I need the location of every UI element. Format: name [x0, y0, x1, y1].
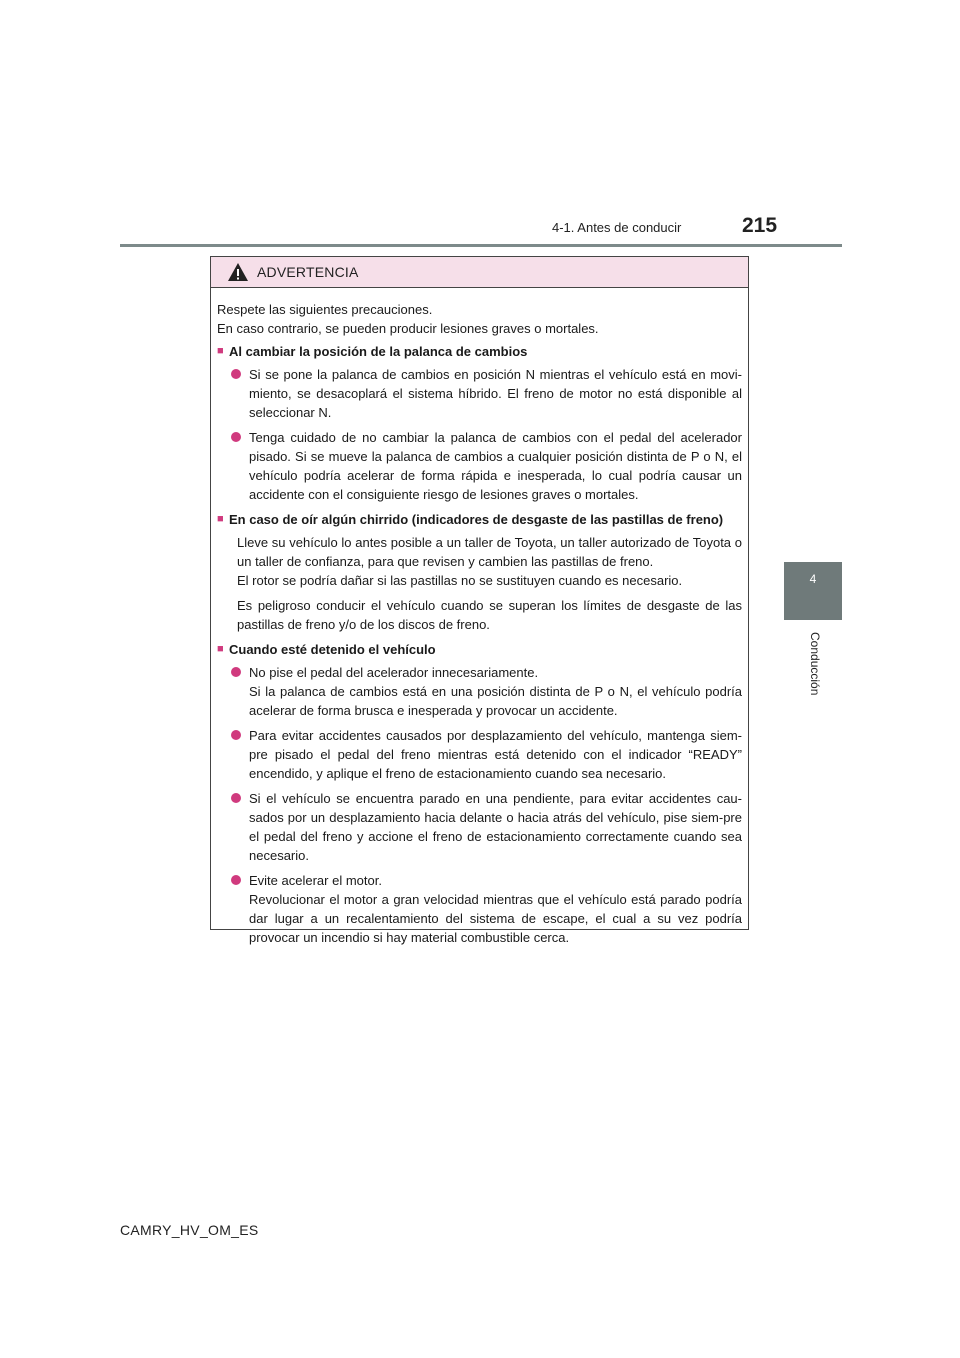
list-item: Evite acelerar el motor. Revolucionar el motor a gran velocidad mientras que el vehículo está parado podría dar lugar a un recalentamiento del sistema de escape, el cual a su vez podría provocar un incendio si hay material combustible cerca.	[217, 871, 742, 947]
paragraph: Es peligroso conducir el vehículo cuando se superan los límites de desgaste de las pastillas de freno y/o de los discos de freno.	[237, 598, 742, 632]
chapter-label: Conducción	[808, 632, 822, 696]
page-number: 215	[742, 214, 778, 237]
circle-bullet-icon	[231, 871, 249, 947]
list-item: No pise el pedal del acelerador innecesariamente. Si la palanca de cambios está en una posición distinta de P o N, el vehículo podría acelerar de forma brusca e inesperada y provocar un accidente.	[217, 663, 742, 720]
square-bullet-icon: ■	[217, 643, 224, 655]
section-heading: ■ Al cambiar la posición de la palanca de cambios	[217, 344, 528, 359]
chapter-number: 4	[809, 572, 817, 586]
circle-bullet-icon	[231, 428, 249, 504]
warning-triangle-icon	[227, 262, 249, 282]
warning-box	[210, 256, 749, 945]
list-item: Si el vehículo se encuentra parado en una pendiente, para evitar accidentes cau-sados por un desplazamiento hacia delante o hacia atrás del vehículo, pise siem-pre el pedal del freno y accione el freno de estacionamiento correctamente cuando sea necesario.	[217, 789, 742, 865]
warning-body	[211, 288, 748, 947]
list-item: Tenga cuidado de no cambiar la palanca de cambios con el pedal del acelerador pisado. Si se mueve la palanca de cambios a cualquier posición distinta de P o N, el vehículo podría acelerar de forma rápida e inesperada, lo cual podría causar un accidente con el consiguiente riesgo de lesiones graves o mortales.	[217, 428, 742, 504]
warning-title: ADVERTENCIA	[257, 264, 359, 280]
header-divider	[120, 244, 842, 247]
square-bullet-icon: ■	[217, 513, 224, 525]
square-bullet-icon: ■	[217, 345, 224, 357]
warning-header	[211, 257, 748, 288]
paragraph: Lleve su vehículo lo antes posible a un taller de Toyota, un taller autorizado de Toyota o un taller de confianza, para que revisen y cambien las pastillas de freno. El rotor se podría dañar si las pastillas no se sustituyen cuando es necesario.	[237, 535, 742, 588]
chapter-tab	[784, 562, 842, 620]
intro-line: En caso contrario, se pueden producir lesiones graves o mortales.	[217, 321, 599, 336]
document-code: CAMRY_HV_OM_ES	[120, 1222, 259, 1238]
section-heading: ■ Cuando esté detenido el vehículo	[217, 642, 436, 657]
section-title: 4-1. Antes de conducir	[552, 220, 682, 235]
section-heading: ■ En caso de oír algún chirrido (indicadores de desgaste de las pastillas de freno)	[217, 512, 724, 527]
list-item: Si se pone la palanca de cambios en posición N mientras el vehículo está en movi-miento, se desacoplará el sistema híbrido. El freno de motor no está disponible al seleccionar N.	[217, 365, 742, 422]
list-item: Para evitar accidentes causados por desplazamiento del vehículo, mantenga siem-pre pisado el pedal del freno mientras está detenido con el indicador “READY” encendido, y aplique el freno de estacionamiento cuando sea necesario.	[217, 726, 742, 783]
circle-bullet-icon	[231, 365, 249, 422]
intro-line: Respete las siguientes precauciones.	[217, 302, 433, 317]
circle-bullet-icon	[231, 726, 249, 783]
circle-bullet-icon	[231, 789, 249, 865]
circle-bullet-icon	[231, 663, 249, 720]
